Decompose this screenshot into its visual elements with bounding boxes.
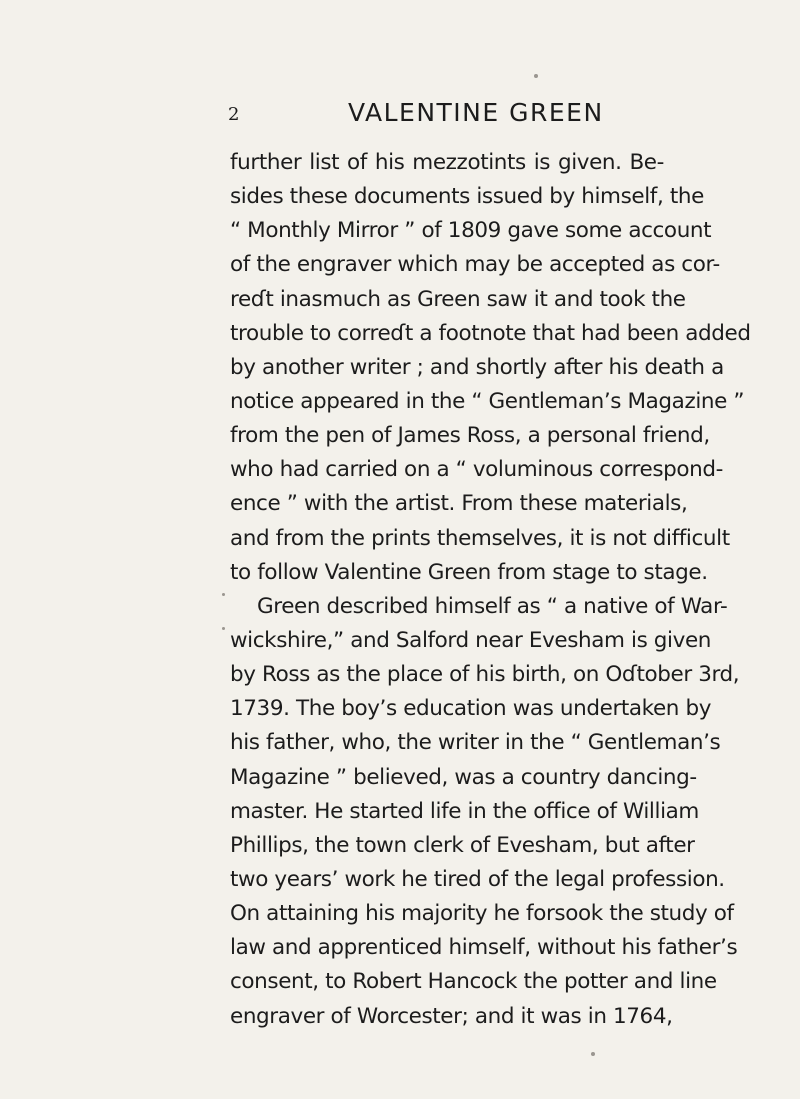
body-text [230, 146, 751, 1034]
paper-speck [222, 593, 225, 596]
text-line: consent, to Robert Hancock the potter and line [230, 969, 717, 995]
text-line: two years’ work he tired of the legal profession. [230, 866, 725, 892]
paper-speck [222, 627, 225, 630]
running-head [0, 98, 800, 138]
text-line: from the pen of James Ross, a personal friend, [230, 423, 710, 449]
text-line: Phillips, the town clerk of Evesham, but after [230, 832, 695, 858]
text-line: engraver of Worcester; and it was in 1764, [230, 1003, 673, 1029]
text-line: wickshire,” and Salford near Evesham is given [230, 627, 712, 653]
text-line: further list of his mezzotints is given. Be- [230, 150, 664, 175]
text-line: to follow Valentine Green from stage to stage. [230, 559, 708, 585]
text-line: reɗt inasmuch as Green saw it and took the [230, 286, 686, 312]
text-line: 1739. The boy’s education was undertaken by [230, 696, 712, 722]
running-title: VALENTINE GREEN [348, 98, 604, 127]
text-line: master. He started life in the office of William [230, 798, 699, 824]
text-line: On attaining his majority he forsook the study of [230, 901, 734, 927]
text-line: “ Monthly Mirror ” of 1809 gave some account [230, 218, 712, 244]
text-line: Magazine ” believed, was a country dancing- [230, 764, 697, 790]
text-line: notice appeared in the “ Gentleman’s Magazine ” [230, 388, 745, 414]
text-line: who had carried on a “ voluminous correspond- [230, 457, 723, 483]
text-line: trouble to correɗt a footnote that had been added [230, 320, 751, 346]
paper-speck [534, 74, 538, 78]
text-line: law and apprenticed himself, without his father’s [230, 935, 738, 961]
text-line: of the engraver which may be accepted as cor- [230, 252, 720, 278]
text-line: Green described himself as “ a native of War- [257, 593, 728, 619]
text-line: by Ross as the place of his birth, on Oɗtober 3rd, [230, 662, 740, 688]
text-line: and from the prints themselves, it is not difficult [230, 525, 730, 551]
text-line: by another writer ; and shortly after his death a [230, 354, 724, 380]
text-line: ence ” with the artist. From these materials, [230, 491, 688, 517]
page-number: 2 [228, 104, 240, 125]
paper-speck [591, 1052, 595, 1056]
text-line: his father, who, the writer in the “ Gentleman’s [230, 730, 721, 756]
text-line: sides these documents issued by himself, the [230, 184, 704, 210]
